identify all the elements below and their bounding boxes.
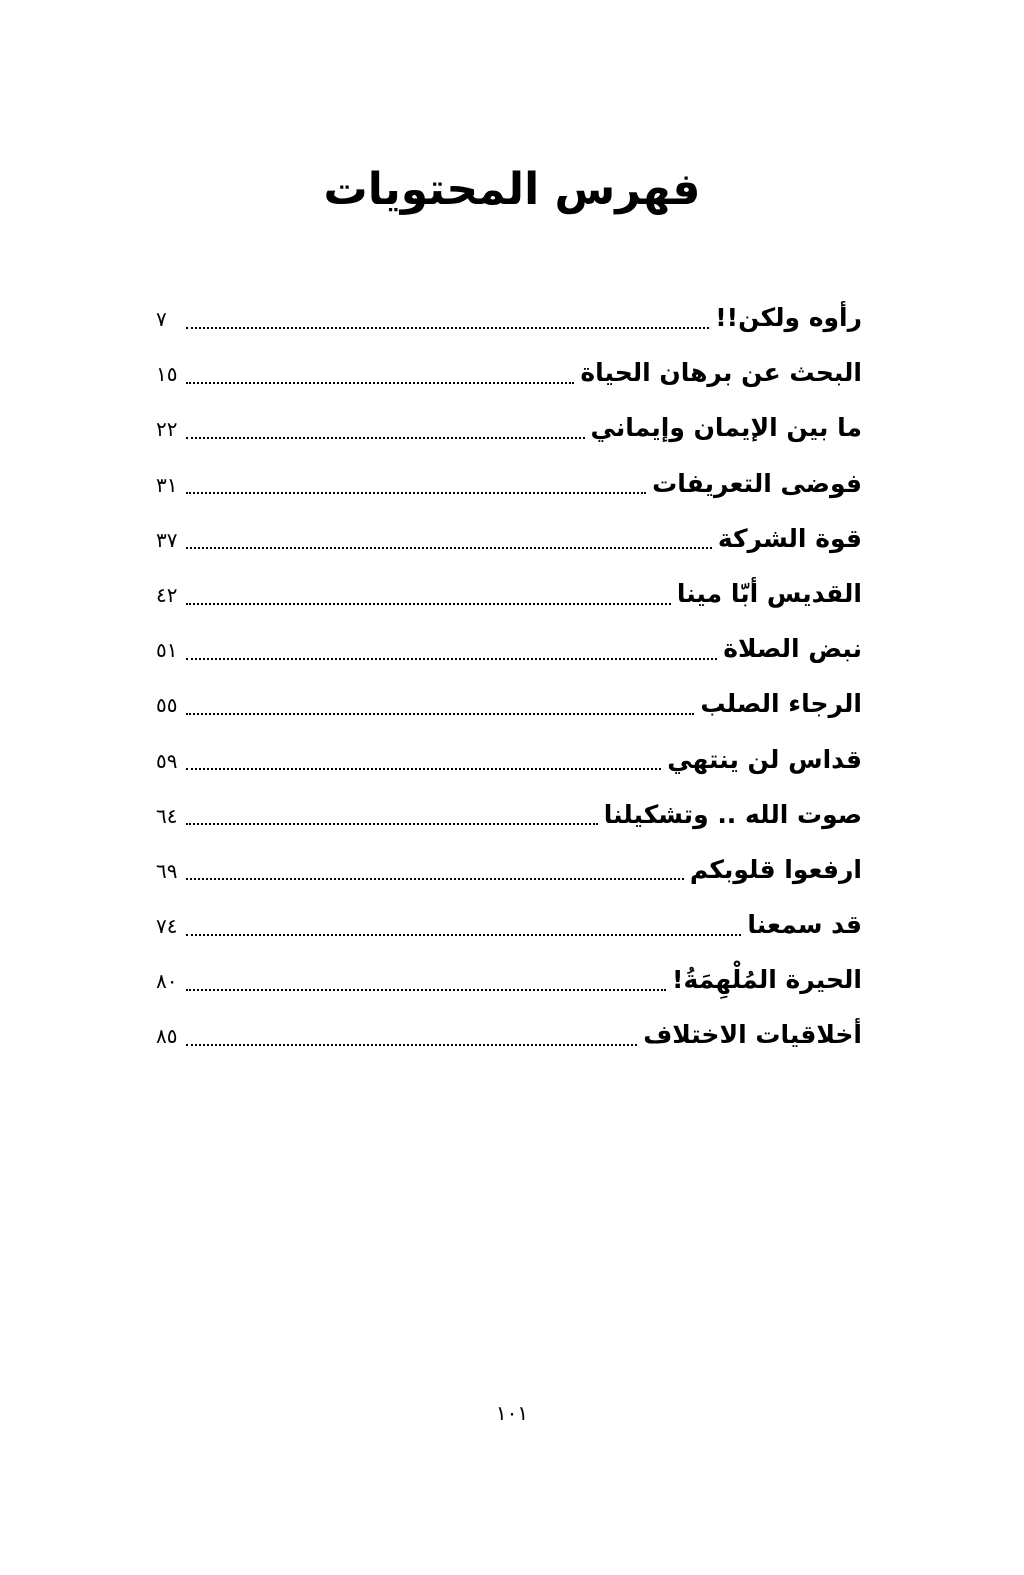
toc-entry-title: رأوه ولكن!!: [715, 303, 862, 332]
dot-leader: [186, 934, 741, 936]
dot-leader: [186, 603, 671, 605]
page-number: ١٠١: [495, 1401, 529, 1425]
dot-leader: [186, 492, 646, 494]
toc-entry-page: ٢٢: [156, 417, 178, 442]
toc-entry-title: البحث عن برهان الحياة: [580, 358, 862, 388]
toc-entry-page: ٥٥: [156, 693, 178, 718]
toc-entry[interactable]: [156, 290, 862, 345]
toc-entry-page: ٦٤: [156, 803, 178, 828]
page-title: فهرس المحتويات: [323, 164, 701, 215]
toc-entry-title: ما بين الإيمان وإيماني: [590, 413, 862, 443]
dot-leader: [186, 713, 694, 715]
toc-entry-page: ٧٤: [156, 914, 178, 939]
toc-entry-title: قد سمعنا: [747, 910, 862, 940]
toc-entry[interactable]: [156, 787, 862, 842]
toc-entry-title: أخلاقيات الاختلاف: [643, 1020, 862, 1050]
toc-entry[interactable]: [156, 400, 862, 455]
toc-entry-title: القديس أبّا مينا: [676, 578, 862, 608]
dot-leader: [186, 823, 598, 825]
table-of-contents: [156, 290, 862, 1063]
toc-entry-page: ٣٧: [156, 527, 178, 552]
toc-entry-page: ٥١: [156, 638, 178, 663]
dot-leader: [186, 1044, 637, 1046]
toc-entry-title: فوضى التعريفات: [652, 468, 862, 498]
toc-entry-page: ٧: [156, 307, 167, 331]
dot-leader: [186, 768, 661, 770]
dot-leader: [186, 989, 666, 991]
toc-entry[interactable]: [156, 456, 862, 511]
dot-leader: [186, 658, 717, 660]
toc-entry[interactable]: [156, 897, 862, 952]
toc-entry-page: ٥٩: [156, 748, 178, 773]
toc-entry[interactable]: [156, 676, 862, 731]
toc-entry-title: قداس لن ينتهي: [667, 744, 862, 774]
dot-leader: [186, 437, 585, 439]
toc-entry-page: ٤٢: [156, 582, 178, 607]
toc-entry-title: ارفعوا قلوبكم: [689, 854, 862, 884]
toc-entry[interactable]: [156, 566, 862, 621]
toc-entry-page: ٨٠: [156, 969, 178, 994]
dot-leader: [186, 878, 684, 880]
toc-entry-page: ١٥: [156, 362, 178, 387]
toc-entry-title: الحيرة المُلْهِمَةُ!: [672, 965, 862, 995]
toc-entry[interactable]: [156, 511, 862, 566]
toc-entry-title: صوت الله .. وتشكيلنا: [603, 799, 862, 829]
dot-leader: [186, 547, 712, 549]
toc-entry[interactable]: [156, 842, 862, 897]
dot-leader: [186, 382, 574, 384]
toc-entry[interactable]: [156, 621, 862, 676]
toc-entry-page: ٣١: [156, 472, 178, 497]
toc-entry[interactable]: [156, 345, 862, 400]
toc-entry[interactable]: [156, 952, 862, 1007]
toc-entry-title: قوة الشركة: [717, 523, 862, 553]
toc-entry[interactable]: [156, 732, 862, 787]
toc-entry-title: الرجاء الصلب: [700, 689, 862, 719]
dot-leader: [186, 327, 709, 329]
toc-entry-title: نبض الصلاة: [723, 634, 862, 664]
toc-entry-page: ٨٥: [156, 1024, 178, 1049]
toc-entry-page: ٦٩: [156, 858, 178, 883]
toc-entry[interactable]: [156, 1007, 862, 1062]
